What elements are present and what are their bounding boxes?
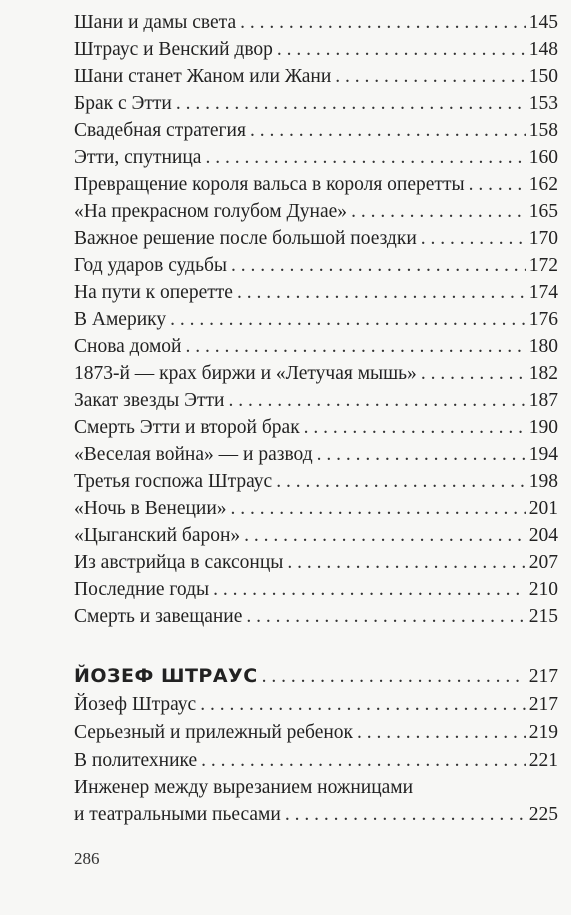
toc-entry-title: Серьезный и прилежный ребенок (74, 722, 354, 743)
dot-leader (231, 497, 526, 521)
dot-leader (277, 38, 526, 62)
toc-entry-title: В политехнике (74, 750, 198, 771)
dot-leader (186, 335, 526, 359)
page-number: 182 (528, 363, 558, 384)
dot-leader (351, 200, 526, 224)
page-number: 160 (528, 147, 558, 168)
page-number: 158 (528, 120, 558, 141)
page-number: 217 (528, 666, 558, 687)
toc-entry (74, 497, 558, 521)
toc-entry (74, 605, 558, 629)
page-number: 207 (528, 552, 558, 573)
toc-entry-title: «Веселая война» — и развод (74, 444, 313, 465)
toc-entry-title: Превращение короля вальса в короля оперетты (74, 174, 465, 195)
page-number: 180 (528, 336, 558, 357)
toc-entry-title: Смерть Этти и второй брак (74, 417, 300, 438)
toc-entry-title: Важное решение после большой поездки (74, 228, 417, 249)
page-number: 148 (528, 39, 558, 60)
dot-leader (262, 665, 526, 689)
toc-entry (74, 721, 558, 745)
page-number: 201 (528, 498, 558, 519)
toc-entry-line-1: Инженер между вырезанием ножницами (74, 777, 414, 798)
dot-leader (237, 281, 526, 305)
page-number: 170 (528, 228, 558, 249)
dot-leader (250, 119, 526, 143)
toc-entry (74, 693, 558, 717)
dot-leader (244, 524, 526, 548)
toc-entry (74, 11, 558, 35)
dot-leader (469, 173, 526, 197)
dot-leader (200, 693, 526, 717)
toc-entry-title: Шани станет Жаном или Жани (74, 66, 332, 87)
page-number: 172 (528, 255, 558, 276)
toc-entry-title: Этти, спутница (74, 147, 202, 168)
page-number: 198 (528, 471, 558, 492)
toc-entry (74, 38, 558, 62)
page-number: 165 (528, 201, 558, 222)
dot-leader (201, 749, 526, 773)
dot-leader (287, 551, 525, 575)
toc-entry (74, 281, 558, 305)
page-number: 176 (528, 309, 558, 330)
page-number: 225 (528, 804, 558, 825)
toc-entry-title: Шани и дамы света (74, 12, 237, 33)
dot-leader (205, 146, 525, 170)
dot-leader (170, 308, 526, 332)
toc-entry-title: На пути к оперетте (74, 282, 233, 303)
toc-entry (74, 389, 558, 413)
dot-leader (285, 803, 526, 827)
page-number: 221 (528, 750, 558, 771)
toc-entry-title: Последние годы (74, 579, 210, 600)
page-number: 190 (528, 417, 558, 438)
toc-entry (74, 146, 558, 170)
toc-entry (74, 524, 558, 548)
page-number: 215 (528, 606, 558, 627)
dot-leader (246, 605, 525, 629)
toc-entry (74, 227, 558, 251)
toc-entry-title: Штраус и Венский двор (74, 39, 273, 60)
toc-entry-title: Смерть и завещание (74, 606, 243, 627)
dot-leader (304, 416, 526, 440)
toc-entry-title: Брак с Этти (74, 93, 172, 114)
page-number: 145 (528, 12, 558, 33)
dot-leader (335, 65, 525, 89)
page-number: 194 (528, 444, 558, 465)
dot-leader (213, 578, 526, 602)
dot-leader (176, 92, 526, 116)
toc-entry (74, 65, 558, 89)
page-number: 217 (528, 694, 558, 715)
folio-page-number: 286 (74, 849, 100, 868)
toc-entry (74, 470, 558, 494)
page-number: 204 (528, 525, 558, 546)
page-number: 153 (528, 93, 558, 114)
toc-entry (74, 443, 558, 467)
toc-entry-title: и театральными пьесами (74, 804, 281, 825)
section-title: ЙОЗЕФ ШТРАУС (74, 665, 258, 687)
toc-entry-title: 1873-й — крах биржи и «Летучая мышь» (74, 363, 417, 384)
toc-entry-title: Свадебная стратегия (74, 120, 246, 141)
toc-entry (74, 119, 558, 143)
toc-entry (74, 308, 558, 332)
toc-entry (74, 200, 558, 224)
toc-entry-title: Йозеф Штраус (74, 694, 197, 715)
toc-entry-title: Закат звезды Этти (74, 390, 225, 411)
toc-entry (74, 335, 558, 359)
dot-leader (421, 362, 526, 386)
toc-entry (74, 803, 558, 827)
toc-entry (74, 749, 558, 773)
toc-entry-title: «Ночь в Венеции» (74, 498, 227, 519)
toc-entry (74, 254, 558, 278)
dot-leader (421, 227, 526, 251)
toc-entry (74, 362, 558, 386)
toc-entry-title: «Цыганский барон» (74, 525, 241, 546)
dot-leader (357, 721, 526, 745)
page-number: 210 (528, 579, 558, 600)
page-number: 187 (528, 390, 558, 411)
toc-entry-title: Из австрийца в саксонцы (74, 552, 284, 573)
toc-entry-title: «На прекрасном голубом Дунае» (74, 201, 348, 222)
dot-leader (240, 11, 526, 35)
page-number: 219 (528, 722, 558, 743)
page-number: 150 (528, 66, 558, 87)
toc-entry-title: Третья госпожа Штраус (74, 471, 273, 492)
toc-entry (74, 416, 558, 440)
section-heading-josef-strauss (74, 664, 558, 689)
toc-entry (74, 92, 558, 116)
page-number: 162 (528, 174, 558, 195)
dot-leader (228, 389, 525, 413)
page-number: 174 (528, 282, 558, 303)
toc-entry (74, 173, 558, 197)
dot-leader (317, 443, 526, 467)
toc-entry (74, 578, 558, 602)
toc-entry (74, 551, 558, 575)
toc-entry-title: Год ударов судьбы (74, 255, 227, 276)
dot-leader (276, 470, 526, 494)
dot-leader (231, 254, 526, 278)
toc-entry-title: В Америку (74, 309, 167, 330)
toc-entry-title: Снова домой (74, 336, 182, 357)
